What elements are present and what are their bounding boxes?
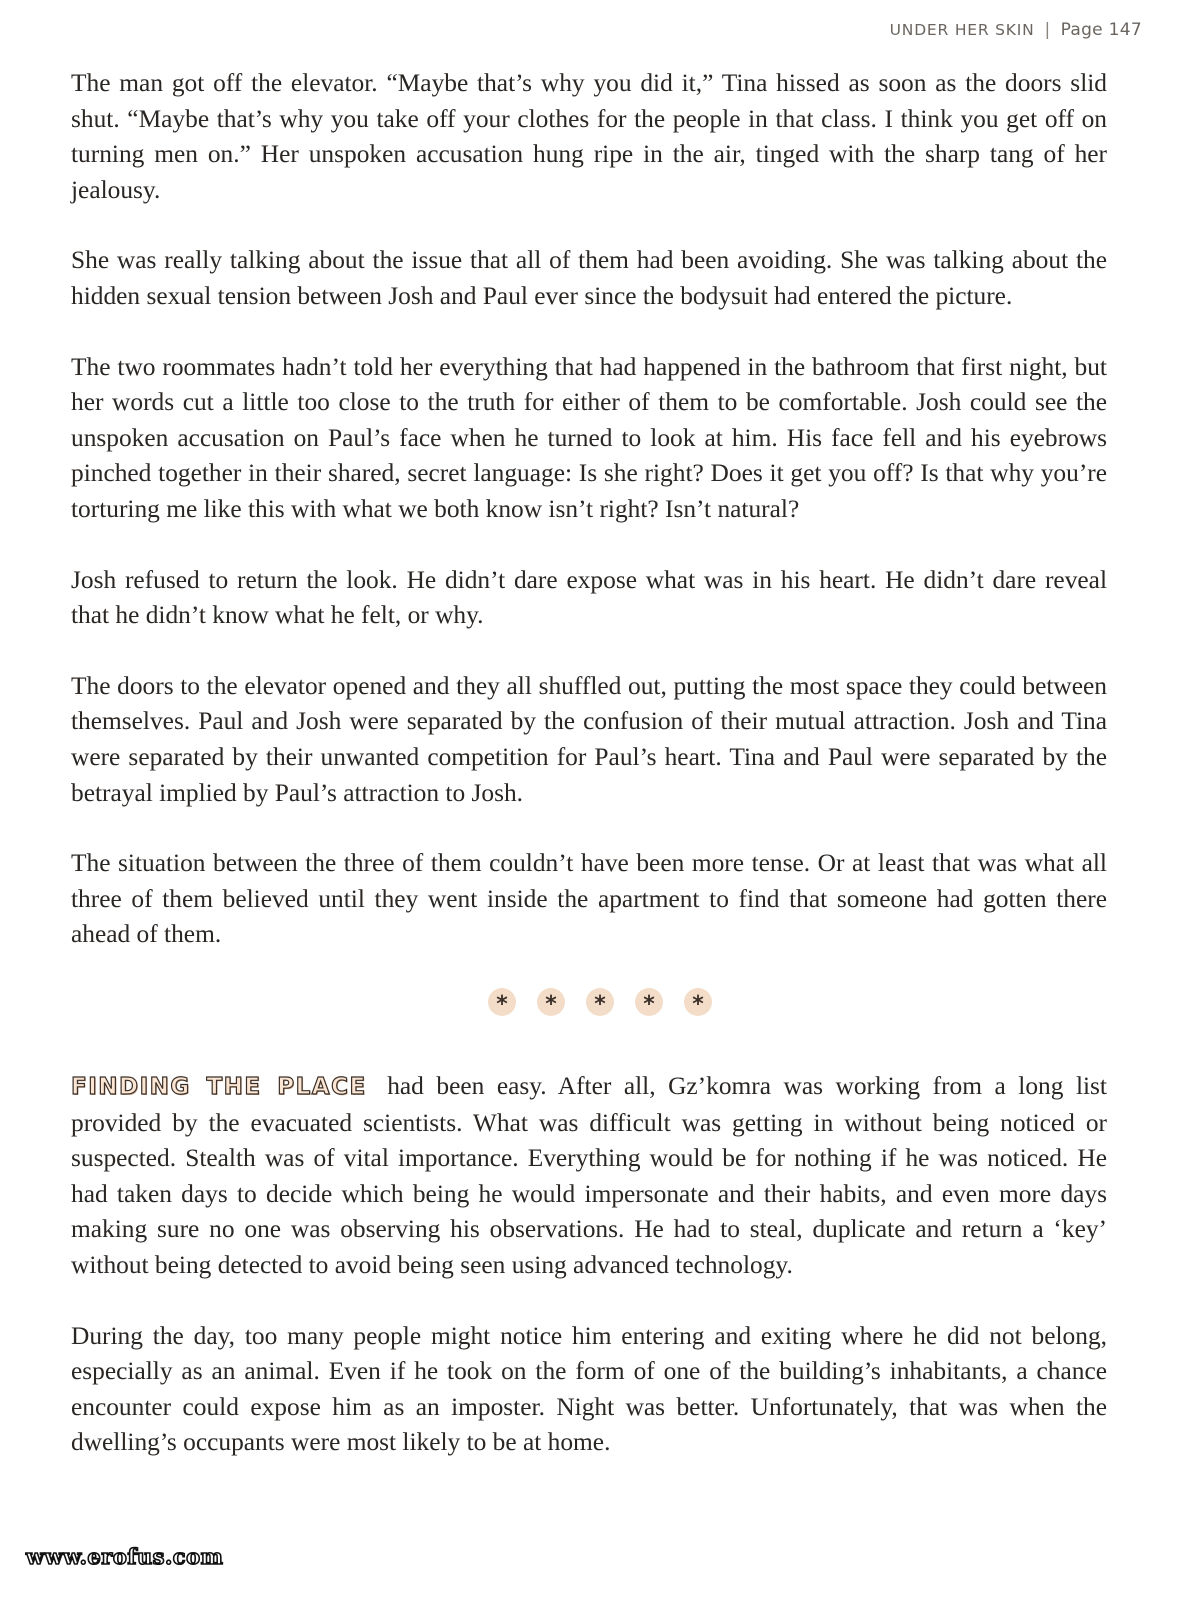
running-header [890,20,1142,40]
scene-break [0,988,1200,1016]
section-lead-in: FINDING THE PLACE [71,1074,367,1100]
page-number: Page 147 [1060,20,1142,40]
paragraph-7 [71,1069,1107,1284]
paragraph-8: During the day, too many people might notice him entering and exiting where he did not belong, especially as an animal. Even if he took on the form of one of the building’s inhabitants, a chance encounter could expose him as an imposter. Night was better. Unfortunately, that was when the dwelling’s occupants were most likely to be at home. [71,1321,1107,1457]
paragraph-2: She was really talking about the issue that all of them had been avoiding. She was talking about the hidden sexual tension between Josh and Paul ever since the bodysuit had entered the picture. [71,246,1107,310]
scene-break-star-icon: * [684,988,712,1016]
body-text-section-2 [71,1069,1107,1496]
body-text-section-1 [71,66,1107,988]
paragraph-5: The doors to the elevator opened and they all shuffled out, putting the most space they could between themselves. Paul and Josh were separated by the confusion of their mutual attraction. Josh and Tina were separated by their unwanted competition for Paul’s heart. Tina and Paul were separated by the betrayal implied by Paul’s attraction to Josh. [71,671,1107,807]
paragraph-1: The man got off the elevator. “Maybe that’s why you did it,” Tina hissed as soon as the doors slid shut. “Maybe that’s why you take off your clothes for the people in that class. I think you get off on turning men on.” Her unspoken accusation hung ripe in the air, tinged with the sharp tang of her jealousy. [71,69,1107,204]
scene-break-star-icon: * [586,988,614,1016]
paragraph-4: Josh refused to return the look. He didn’t dare expose what was in his heart. He didn’t dare reveal that he didn’t know what he felt, or why. [71,565,1107,630]
scene-break-star-icon: * [537,988,565,1016]
paragraph-7-text: had been easy. After all, Gz’komra was working from a long list provided by the evacuated scientists. What was difficult was getting in without being noticed or suspected. Stealth was of vital importance. Everything would be for nothing if he was noticed. He had taken days to decide which being he would impersonate and their habits, and even more days making sure no one was observing his observations. He had to steal, duplicate and return a ‘key’ without being detected to avoid being seen using advanced technology. [71,1072,1107,1279]
scene-break-star-icon: * [488,988,516,1016]
header-separator: | [1044,20,1051,40]
scene-break-star-icon: * [635,988,663,1016]
watermark: www.erofus.com [26,1544,224,1569]
paragraph-3: The two roommates hadn’t told her everything that had happened in the bathroom that first night, but her words cut a little too close to the truth for either of them to be comfortable. Josh could see the unspoken accusation on Paul’s face when he turned to look at him. His face fell and his eyebrows pinched together in their shared, secret language: Is she right? Does it get you off? Is that why you’re torturing me like this with what we both know isn’t right? Isn’t natural? [71,352,1107,523]
paragraph-6: The situation between the three of them couldn’t have been more tense. Or at least that was what all three of them believed until they went inside the apartment to find that someone had gotten there ahead of them. [71,849,1107,949]
book-title: UNDER HER SKIN [889,21,1035,39]
